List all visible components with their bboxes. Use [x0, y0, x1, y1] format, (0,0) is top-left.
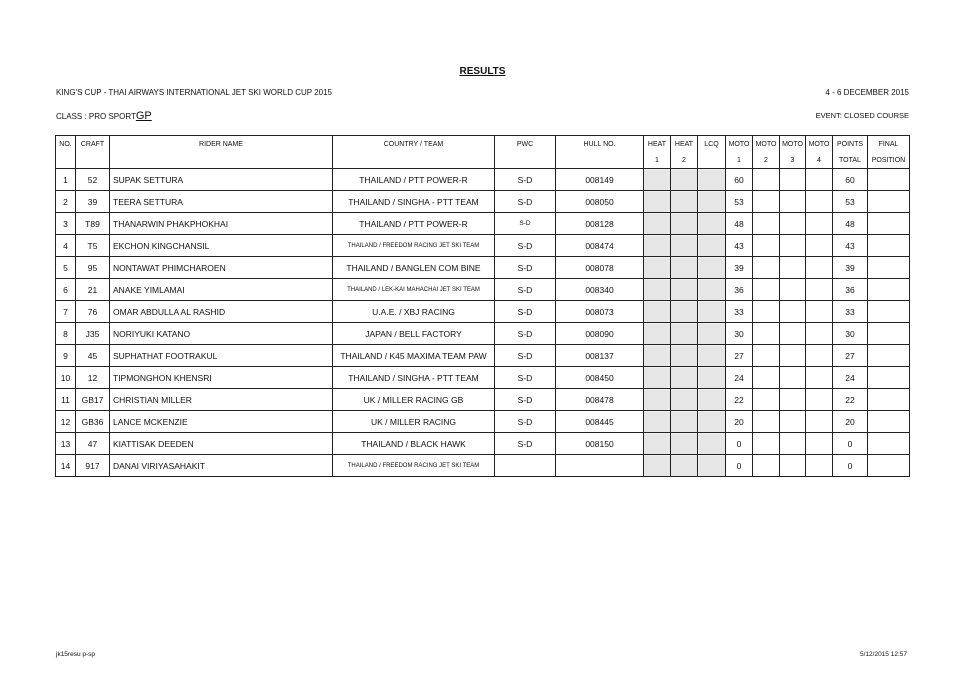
cell-final [868, 213, 910, 235]
cell-heat2 [671, 433, 698, 455]
cell-heat2 [671, 301, 698, 323]
cell-hull: 008150 [556, 433, 644, 455]
cell-final [868, 411, 910, 433]
cell-hull [556, 455, 644, 477]
cell-moto2 [753, 433, 780, 455]
cell-no: 10 [56, 367, 76, 389]
cell-pwc: S-D [495, 323, 556, 345]
header-heat2: HEAT [671, 136, 698, 153]
table-row [56, 257, 910, 279]
header-heat2-sub: 2 [671, 152, 698, 169]
cell-heat1 [644, 323, 671, 345]
cell-hull: 008078 [556, 257, 644, 279]
cell-moto3 [780, 367, 806, 389]
class-label [56, 110, 152, 122]
cell-country: THAILAND / BLACK HAWK [333, 433, 495, 455]
cell-lcq [698, 301, 726, 323]
cell-points: 33 [833, 301, 868, 323]
cell-moto4 [806, 169, 833, 191]
cell-pwc: S-D [495, 345, 556, 367]
cell-heat2 [671, 323, 698, 345]
header-country-cont [333, 152, 495, 169]
footer-timestamp: 5/12/2015 12:57 [860, 651, 907, 658]
cell-heat1 [644, 279, 671, 301]
cell-heat1 [644, 301, 671, 323]
cell-lcq [698, 433, 726, 455]
header-craft: CRAFT [76, 136, 110, 153]
cell-moto3 [780, 257, 806, 279]
cell-moto2 [753, 279, 780, 301]
cell-pwc: S-D [495, 411, 556, 433]
class-value: GP [135, 110, 152, 122]
cell-moto3 [780, 345, 806, 367]
cell-pwc: S-D [495, 169, 556, 191]
cell-moto4 [806, 367, 833, 389]
header-rider: RIDER NAME [110, 136, 333, 153]
cell-heat1 [644, 213, 671, 235]
cell-moto1: 30 [726, 323, 753, 345]
header-moto3-sub: 3 [780, 152, 806, 169]
cell-heat2 [671, 213, 698, 235]
cell-no: 5 [56, 257, 76, 279]
cell-rider: NONTAWAT PHIMCHAROEN [110, 257, 333, 279]
cell-hull: 008445 [556, 411, 644, 433]
header-heat1: HEAT [644, 136, 671, 153]
cell-moto2 [753, 191, 780, 213]
table-row [56, 191, 910, 213]
cell-hull: 008050 [556, 191, 644, 213]
cell-pwc: S-D [495, 191, 556, 213]
cell-lcq [698, 367, 726, 389]
header-pwc-cont [495, 152, 556, 169]
cell-moto1: 22 [726, 389, 753, 411]
cell-moto1: 39 [726, 257, 753, 279]
cell-heat1 [644, 433, 671, 455]
table-row [56, 389, 910, 411]
cell-hull: 008128 [556, 213, 644, 235]
cell-moto4 [806, 455, 833, 477]
cell-country: THAILAND / PTT POWER-R [333, 169, 495, 191]
cell-country: THAILAND / BANGLEN COM BINE [333, 257, 495, 279]
cell-moto3 [780, 433, 806, 455]
cell-country: THAILAND / FREEDOM RACING JET SKI TEAM [333, 455, 495, 477]
cell-pwc: S-D [495, 279, 556, 301]
cell-moto2 [753, 411, 780, 433]
header-lcq-cont [698, 152, 726, 169]
cell-no: 3 [56, 213, 76, 235]
cell-points: 39 [833, 257, 868, 279]
cell-moto4 [806, 301, 833, 323]
cell-no: 7 [56, 301, 76, 323]
table-row [56, 345, 910, 367]
header-moto2: MOTO [753, 136, 780, 153]
cell-lcq [698, 323, 726, 345]
cell-rider: SUPHATHAT FOOTRAKUL [110, 345, 333, 367]
cell-moto1: 24 [726, 367, 753, 389]
cell-country: THAILAND / PTT POWER-R [333, 213, 495, 235]
cell-moto2 [753, 345, 780, 367]
cell-points: 53 [833, 191, 868, 213]
cell-final [868, 169, 910, 191]
cell-heat2 [671, 257, 698, 279]
cell-rider: NORIYUKI KATANO [110, 323, 333, 345]
cell-moto2 [753, 455, 780, 477]
cell-moto4 [806, 235, 833, 257]
cell-heat1 [644, 235, 671, 257]
cell-final [868, 323, 910, 345]
cell-final [868, 367, 910, 389]
cell-final [868, 235, 910, 257]
cell-hull: 008478 [556, 389, 644, 411]
cell-final [868, 389, 910, 411]
cell-heat1 [644, 257, 671, 279]
cell-moto3 [780, 323, 806, 345]
cell-craft: 21 [76, 279, 110, 301]
event-dates: 4 - 6 DECEMBER 2015 [825, 88, 909, 97]
cell-hull: 008450 [556, 367, 644, 389]
cell-heat1 [644, 389, 671, 411]
cell-heat2 [671, 455, 698, 477]
header-points: POINTS [833, 136, 868, 153]
cell-no: 8 [56, 323, 76, 345]
cell-craft: 52 [76, 169, 110, 191]
table-row [56, 169, 910, 191]
table-row [56, 367, 910, 389]
cell-country: THAILAND / SINGHA - PTT TEAM [333, 191, 495, 213]
cell-moto4 [806, 213, 833, 235]
cell-moto4 [806, 191, 833, 213]
cell-pwc [495, 455, 556, 477]
page-title: RESULTS [459, 66, 506, 77]
cell-heat1 [644, 345, 671, 367]
table-row [56, 279, 910, 301]
cell-craft: 39 [76, 191, 110, 213]
event-name: KING'S CUP - THAI AIRWAYS INTERNATIONAL JET SKI WORLD CUP 2015 [56, 88, 332, 97]
header-country: COUNTRY / TEAM [333, 136, 495, 153]
cell-pwc: S-D [495, 433, 556, 455]
cell-moto2 [753, 301, 780, 323]
cell-hull: 008340 [556, 279, 644, 301]
cell-hull: 008149 [556, 169, 644, 191]
header-pwc: PWC [495, 136, 556, 153]
cell-moto3 [780, 169, 806, 191]
cell-pwc: S-D [495, 213, 556, 235]
table-row [56, 433, 910, 455]
cell-moto3 [780, 213, 806, 235]
cell-no: 2 [56, 191, 76, 213]
results-table [55, 135, 910, 477]
cell-no: 6 [56, 279, 76, 301]
cell-rider: KIATTISAK DEEDEN [110, 433, 333, 455]
cell-lcq [698, 345, 726, 367]
cell-moto1: 0 [726, 455, 753, 477]
table-row [56, 301, 910, 323]
cell-final [868, 433, 910, 455]
cell-moto1: 27 [726, 345, 753, 367]
cell-moto2 [753, 389, 780, 411]
cell-rider: SUPAK SETTURA [110, 169, 333, 191]
cell-craft: GB36 [76, 411, 110, 433]
cell-pwc: S-D [495, 235, 556, 257]
cell-country: THAILAND / K45 MAXIMA TEAM PAW [333, 345, 495, 367]
cell-country: THAILAND / FREEDOM RACING JET SKI TEAM [333, 235, 495, 257]
header-moto1-sub: 1 [726, 152, 753, 169]
header-moto4-sub: 4 [806, 152, 833, 169]
cell-moto1: 60 [726, 169, 753, 191]
cell-points: 36 [833, 279, 868, 301]
cell-moto4 [806, 389, 833, 411]
cell-craft: T89 [76, 213, 110, 235]
table-row [56, 411, 910, 433]
cell-craft: 76 [76, 301, 110, 323]
cell-no: 12 [56, 411, 76, 433]
cell-rider: TEERA SETTURA [110, 191, 333, 213]
cell-craft: 12 [76, 367, 110, 389]
cell-no: 4 [56, 235, 76, 257]
cell-moto3 [780, 301, 806, 323]
cell-rider: THANARWIN PHAKPHOKHAI [110, 213, 333, 235]
header-heat1-sub: 1 [644, 152, 671, 169]
cell-hull: 008137 [556, 345, 644, 367]
header-hull: HULL NO. [556, 136, 644, 153]
cell-points: 30 [833, 323, 868, 345]
cell-final [868, 279, 910, 301]
cell-rider: TIPMONGHON KHENSRI [110, 367, 333, 389]
cell-no: 14 [56, 455, 76, 477]
cell-heat2 [671, 345, 698, 367]
cell-pwc: S-D [495, 301, 556, 323]
header-lcq: LCQ [698, 136, 726, 153]
cell-heat2 [671, 191, 698, 213]
cell-moto2 [753, 367, 780, 389]
header-moto2-sub: 2 [753, 152, 780, 169]
cell-moto1: 20 [726, 411, 753, 433]
cell-moto4 [806, 433, 833, 455]
cell-pwc: S-D [495, 389, 556, 411]
cell-points: 60 [833, 169, 868, 191]
cell-final [868, 301, 910, 323]
cell-lcq [698, 411, 726, 433]
cell-hull: 008090 [556, 323, 644, 345]
cell-moto3 [780, 455, 806, 477]
header-points-sub: TOTAL [833, 152, 868, 169]
cell-rider: OMAR ABDULLA AL RASHID [110, 301, 333, 323]
cell-craft: 917 [76, 455, 110, 477]
cell-moto1: 36 [726, 279, 753, 301]
header-final-sub: POSITION [868, 152, 910, 169]
cell-moto3 [780, 191, 806, 213]
cell-hull: 008474 [556, 235, 644, 257]
cell-heat1 [644, 367, 671, 389]
cell-country: U.A.E. / XBJ RACING [333, 301, 495, 323]
cell-heat2 [671, 411, 698, 433]
cell-rider: EKCHON KINGCHANSIL [110, 235, 333, 257]
cell-points: 20 [833, 411, 868, 433]
cell-craft: 95 [76, 257, 110, 279]
cell-rider: DANAI VIRIYASAHAKIT [110, 455, 333, 477]
cell-final [868, 345, 910, 367]
cell-heat2 [671, 169, 698, 191]
cell-no: 1 [56, 169, 76, 191]
cell-points: 0 [833, 455, 868, 477]
cell-moto4 [806, 345, 833, 367]
cell-moto1: 53 [726, 191, 753, 213]
cell-hull: 008073 [556, 301, 644, 323]
cell-craft: 47 [76, 433, 110, 455]
header-moto4: MOTO [806, 136, 833, 153]
cell-lcq [698, 257, 726, 279]
cell-no: 11 [56, 389, 76, 411]
header-final: FINAL [868, 136, 910, 153]
cell-craft: J35 [76, 323, 110, 345]
cell-heat2 [671, 279, 698, 301]
cell-no: 9 [56, 345, 76, 367]
cell-heat1 [644, 455, 671, 477]
event-type: EVENT: CLOSED COURSE [815, 111, 909, 120]
cell-rider: LANCE MCKENZIE [110, 411, 333, 433]
cell-moto4 [806, 279, 833, 301]
cell-lcq [698, 235, 726, 257]
cell-final [868, 191, 910, 213]
cell-country: THAILAND / LEK-KAI MAHACHAI JET SKI TEAM [333, 279, 495, 301]
header-moto1: MOTO [726, 136, 753, 153]
cell-final [868, 257, 910, 279]
cell-points: 48 [833, 213, 868, 235]
cell-moto2 [753, 257, 780, 279]
cell-country: THAILAND / SINGHA - PTT TEAM [333, 367, 495, 389]
cell-heat1 [644, 411, 671, 433]
cell-moto1: 33 [726, 301, 753, 323]
header-hull-cont [556, 152, 644, 169]
class-label-text: CLASS : PRO SPORT [56, 112, 136, 121]
cell-points: 27 [833, 345, 868, 367]
cell-points: 22 [833, 389, 868, 411]
cell-moto4 [806, 257, 833, 279]
cell-heat1 [644, 169, 671, 191]
header-moto3: MOTO [780, 136, 806, 153]
table-row [56, 235, 910, 257]
cell-country: UK / MILLER RACING [333, 411, 495, 433]
header-no: NO. [56, 136, 76, 153]
cell-moto2 [753, 213, 780, 235]
cell-pwc: S-D [495, 367, 556, 389]
cell-lcq [698, 455, 726, 477]
cell-heat1 [644, 191, 671, 213]
cell-points: 24 [833, 367, 868, 389]
cell-moto2 [753, 235, 780, 257]
cell-craft: T5 [76, 235, 110, 257]
cell-lcq [698, 169, 726, 191]
footer-file-ref: jk15resu p-sp [56, 651, 96, 658]
cell-heat2 [671, 367, 698, 389]
cell-moto1: 43 [726, 235, 753, 257]
cell-lcq [698, 279, 726, 301]
cell-lcq [698, 191, 726, 213]
cell-moto2 [753, 169, 780, 191]
cell-points: 43 [833, 235, 868, 257]
cell-country: UK / MILLER RACING GB [333, 389, 495, 411]
table-row [56, 455, 910, 477]
cell-no: 13 [56, 433, 76, 455]
cell-craft: 45 [76, 345, 110, 367]
header-craft-cont [76, 152, 110, 169]
cell-moto2 [753, 323, 780, 345]
cell-moto4 [806, 323, 833, 345]
cell-pwc: S-D [495, 257, 556, 279]
cell-moto3 [780, 389, 806, 411]
header-rider-cont [110, 152, 333, 169]
header-no-cont [56, 152, 76, 169]
table-row [56, 213, 910, 235]
cell-rider: ANAKE YIMLAMAI [110, 279, 333, 301]
cell-heat2 [671, 235, 698, 257]
cell-moto3 [780, 235, 806, 257]
cell-final [868, 455, 910, 477]
cell-lcq [698, 389, 726, 411]
cell-heat2 [671, 389, 698, 411]
cell-moto3 [780, 279, 806, 301]
cell-lcq [698, 213, 726, 235]
cell-country: JAPAN / BELL FACTORY [333, 323, 495, 345]
cell-moto1: 0 [726, 433, 753, 455]
cell-moto4 [806, 411, 833, 433]
cell-moto1: 48 [726, 213, 753, 235]
table-row [56, 323, 910, 345]
cell-rider: CHRISTIAN MILLER [110, 389, 333, 411]
cell-craft: GB17 [76, 389, 110, 411]
cell-moto3 [780, 411, 806, 433]
cell-points: 0 [833, 433, 868, 455]
